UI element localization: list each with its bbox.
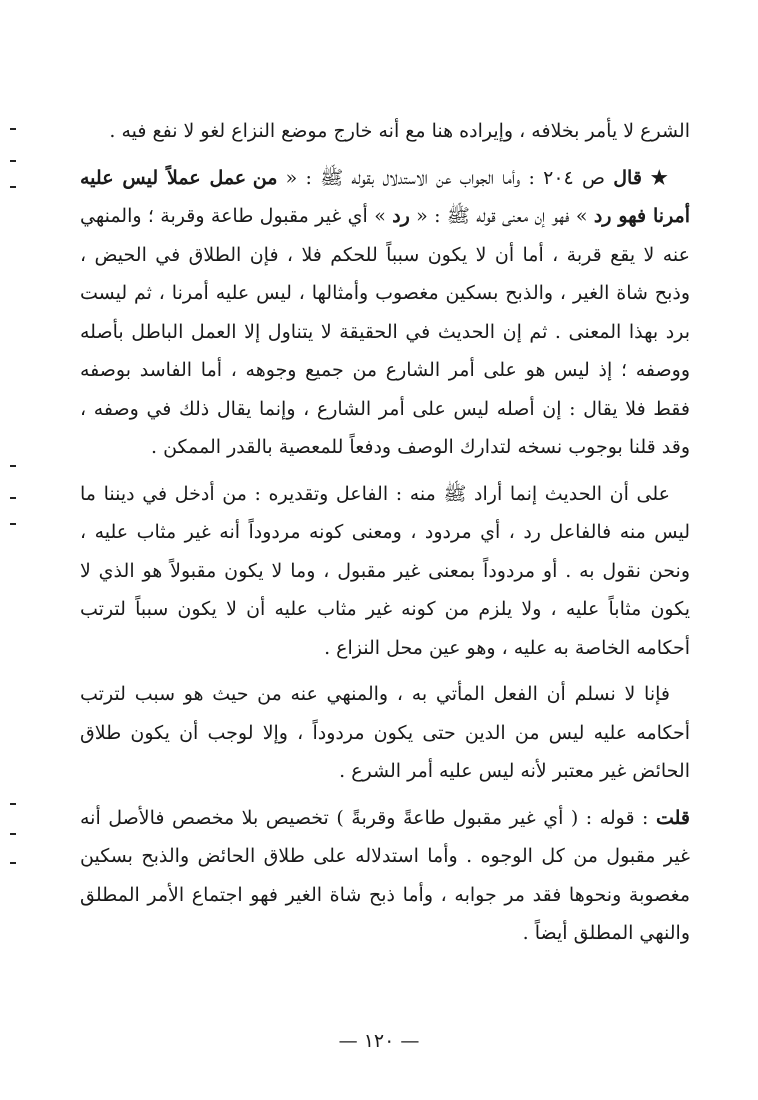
- text-segment: قلت: [655, 806, 690, 829]
- text-segment: رد: [392, 205, 410, 227]
- paragraph-2: [80, 475, 690, 668]
- page-number: — ١٢٠ —: [338, 1030, 420, 1052]
- text-segment: الشرع لا يأمر بخلافه ، وإيراده هنا مع أنه خارج موضع النزاع لغو لا نفع فيه .: [109, 120, 690, 142]
- text-segment: : قوله : ( أي غير مقبول طاعةً وقربةً ) تخصيص بلا مخصص فالأصل أنه غير مقبول من كل الوجوه . وأما استدلاله على طلاق الحائض والذبح بسكين مغصوبة ونحوها فقد مر جوابه ، وأما ذبح شاة الغير فهو اجتماع الأمر المطلق والنهي المطلق أيضاً .: [80, 806, 690, 944]
- paragraph-1: [80, 159, 690, 467]
- paragraph-4: [80, 799, 690, 953]
- text-segment: » فهو إن معنى قوله ﷺ : «: [409, 205, 594, 227]
- text-segment: » أي غير مقبول طاعة وقربة ؛ والمنهي عنه لا يقع قربة ، أما أن لا يكون سبباً للحكم فلا ، فإن الطلاق في الحيض ، وذبح شاة الغير ، والذبح بسكين مغصوب وأمثالها ، ليس عليه أمرنا ، ثم ليست برد بهذا المعنى . ثم إن الحديث في الحقيقة لا يتناول إلا العمل الباطل بأصله ووصفه ؛ إذ ليس هو على أمر الشارع من جميع وجوهه ، أما الفاسد بوصفه فقط فلا يقال : إن أصله ليس على أمر الشارع ، وإنما يقال ذلك في وصفه ، وقد قلنا بوجوب نسخه لتدارك الوصف ودفعاً للمعصية بالقدر الممكن .: [80, 205, 690, 458]
- paragraph-0: [80, 112, 690, 151]
- text-segment: ★ قال: [613, 166, 670, 189]
- text-segment: فإنا لا نسلم أن الفعل المأتي به ، والمنهي عنه من حيث هو سبب لترتب أحكامه عليه ليس من الدين حتى يكون مردوداً ، وإلا لوجب أن يكون طلاق الحائض غير معتبر لأنه ليس عليه أمر الشرع .: [80, 683, 690, 782]
- text-segment: على أن الحديث إنما أراد ﷺ منه : الفاعل وتقديره : من أدخل في ديننا ما ليس منه فالفاعل رد ، أي مردود ، ومعنى كونه مردوداً أنه غير مثاب عليه ، ونحن نقول به . أو مردوداً بمعنى غير مقبول ، وما لا يكون مقبولاً هو الذي لا يكون مثاباً عليه ، ولا يلزم من كونه غير مثاب عليه أن لا يكون سبباً لترتب أحكامه الخاصة به عليه ، وهو عين محل النزاع .: [80, 482, 690, 659]
- paragraph-3: [80, 675, 690, 791]
- page-body: [80, 112, 690, 961]
- text-segment: ص ٢٠٤ : وأما الجواب عن الاستدلال بقوله ﷺ : «: [277, 166, 614, 189]
- text-segment: من عمل عملاً ليس عليه أمرنا فهو رد: [80, 166, 691, 227]
